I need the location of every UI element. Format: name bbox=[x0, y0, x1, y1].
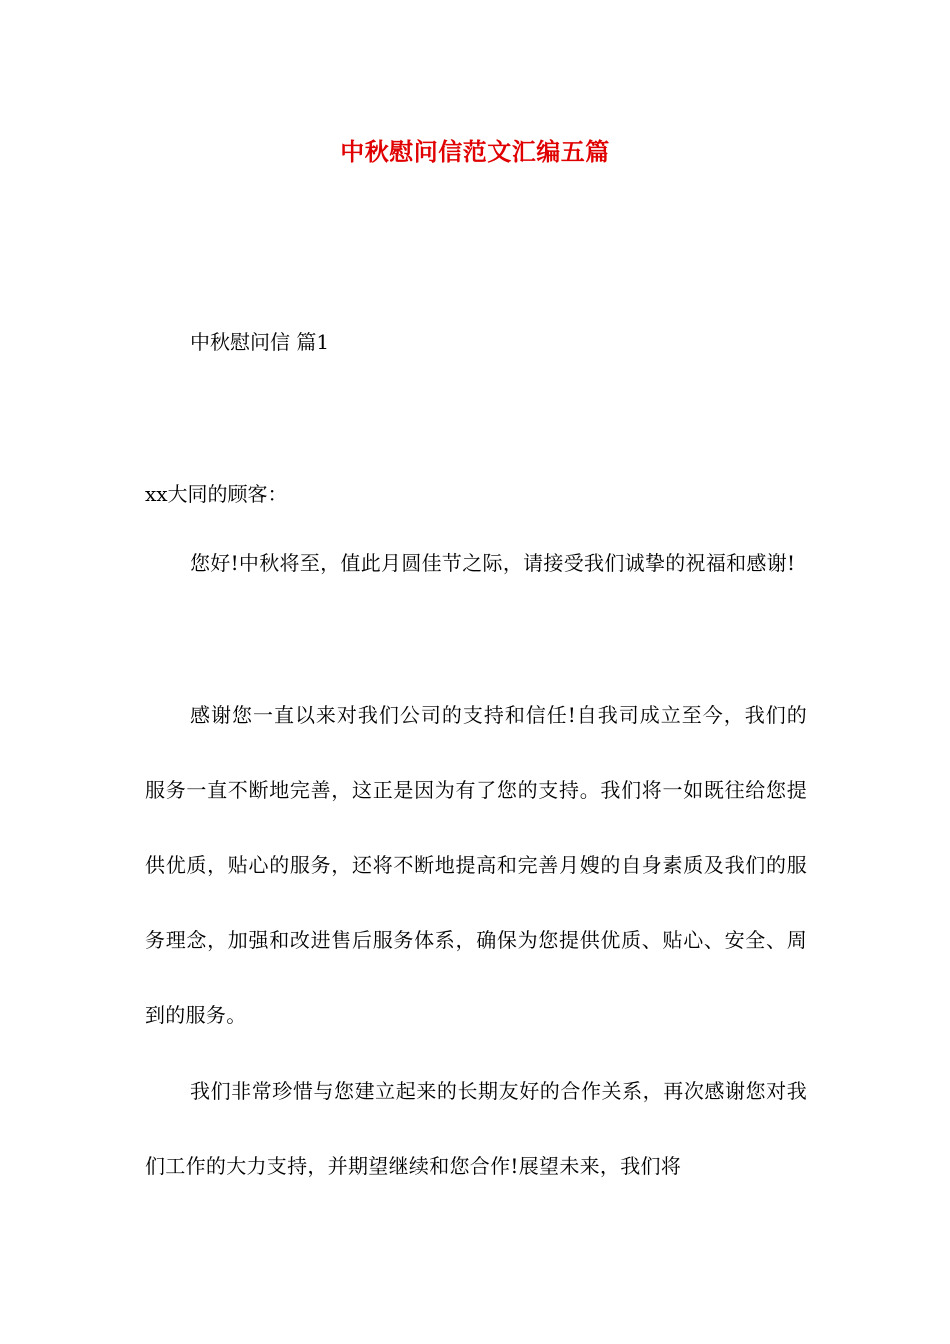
document-title: 中秋慰问信范文汇编五篇 bbox=[340, 137, 610, 166]
body-paragraph: 我们非常珍惜与您建立起来的长期友好的合作关系，再次感谢您对我们工作的大力支持，并期望继续和您合作!展望未来，我们将 bbox=[145, 1079, 807, 1178]
salutation: xx大同的顾客： bbox=[145, 482, 288, 506]
section-heading: 中秋慰问信 篇1 bbox=[190, 330, 330, 354]
body-paragraph: 您好!中秋将至，值此月圆佳节之际，请接受我们诚挚的祝福和感谢! bbox=[190, 551, 796, 575]
body-paragraph: 感谢您一直以来对我们公司的支持和信任!自我司成立至今，我们的服务一直不断地完善，这正是因为有了您的支持。我们将一如既往给您提供优质，贴心的服务，还将不断地提高和完善月嫂的自身素质及我们的服务理念，加强和改进售后服务体系，确保为您提供优质、贴心、安全、周到的服务。 bbox=[145, 703, 807, 1027]
